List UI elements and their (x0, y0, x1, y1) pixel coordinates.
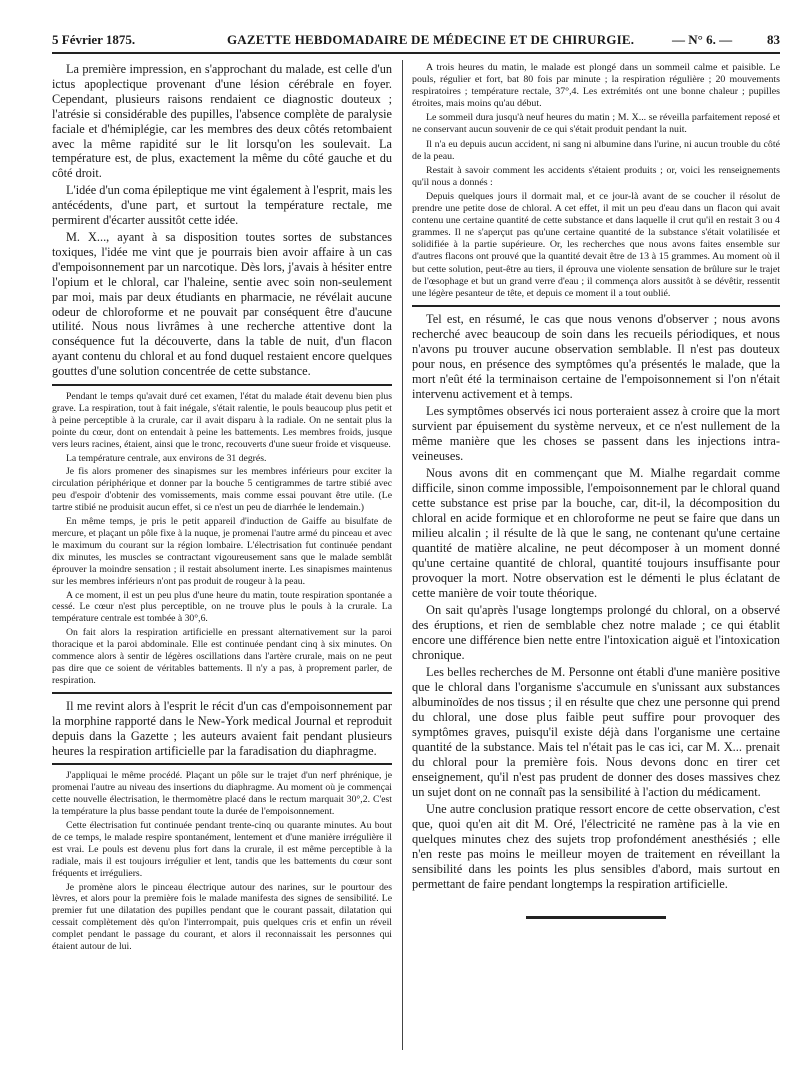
paragraph: Les symptômes observés ici nous porteraient assez à croire que la mort survient par épuisement du système nerveux, et ce n'est nullement de la même manière que les choses se passent dans les injections intra-veineuses. (412, 403, 780, 463)
paragraph: Une autre conclusion pratique ressort encore de cette observation, c'est que, quoi qu'en ait dit M. Oré, l'électricité ne ramène pas à la vie en quelques minutes chez des sujets trop profondément anesthésiés ; elle n'en reste pas moins le meilleur moyen de traitement en réveillant la sensibilité dans les points les plus sensibles d'abord, mais surtout en permettant de faire pendant longtemps la respiration artificielle. (412, 801, 780, 891)
left-column (52, 62, 392, 1072)
page-number: 83 (767, 32, 780, 47)
paragraph: Je promène alors le pinceau électrique autour des narines, sur le pourtour des lèvres, et alors pour la première fois le malade manifesta des signes de sensibilité. Le premier fut une dilatation des pupilles pendant que le courant passait, dilatation qui cessait complètement dès qu'on l'interrompait, puis quelques cris et enfin un réveil complet pendant le passage du courant, et alors il reconnaissait les personnes qui étaient autour de lui. (52, 881, 392, 953)
paragraph: Depuis quelques jours il dormait mal, et ce jour-là avant de se coucher il résolut de prendre une petite dose de chloral. A cet effet, il mit un peu d'eau dans un flacon qui avait contenu une certaine quantité de cette substance et dans laquelle il crut qu'il en restait 3 ou 4 grammes. Il ne s'aperçut pas qu'une certaine quantité de la substance s'était volatilisée et solidifiée à la partie supérieure. Or, les recherches que nous avons faites ensemble sur d'autres flacons ont prouvé que la quantité devait être de 13 à 15 grammes. Au moment où il but cette solution, peut-être au tiers, il éprouva une violente sensation de brûlure sur le trajet de l'œsophage et but un grand verre d'eau ; il commença alors aussitôt à se dévêtir, ressentit une légère pesanteur de tête, et depuis ce moment il a tout oublié. (412, 190, 780, 299)
column-separator (402, 60, 403, 1050)
right-column (412, 62, 780, 1042)
header-date: 5 Février 1875. (52, 32, 136, 47)
paragraph: La première impression, en s'approchant du malade, est celle d'un ictus apoplectique provenant d'une lésion cérébrale en foyer. Cependant, plusieurs raisons rendaient ce diagnostic douteux ; l'atrésie si considérable des pupilles, l'absence complète de paralysie faciale et d'hémiplégie, car les membres des deux côtés retombaient avec la même rapidité sur le lit lorsqu'on les soulevait. La température est, de plus, exactement la même du côté gauche et du côté droit. (52, 62, 392, 181)
header-rule (52, 52, 780, 54)
paragraph: A ce moment, il est un peu plus d'une heure du matin, toute respiration spontanée a cessé. Le cœur n'est plus perceptible, on ne trouve plus le pouls à la crurale. La température centrale est tombée à 30°,6. (52, 589, 392, 625)
paragraph: En même temps, je pris le petit appareil d'induction de Gaiffe au bisulfate de mercure, et plaçant un pôle fixe à la nuque, je promenai l'autre armé du pinceau et avec le maximum du courant sur la région lombaire. L'électrisation fut continuée pendant dix minutes, les muscles se contractant vigoureusement sans que le malade semblât éprouver la moindre sensation ; il restait absolument inerte. Les sinapismes maintenus sur les membres inférieurs n'ont pas produit de rougeur à la peau. (52, 516, 392, 587)
paragraph: Tel est, en résumé, le cas que nous venons d'observer ; nous avons recherché avec beaucoup de soin dans les recueils périodiques, et nous n'avons pu trouver aucune observation semblable. Il n'est pas douteux pour nous, en présence des symptômes qu'a présentés le malade, que la mort n'eût été la terminaison certaine de l'empoisonnement si l'on n'était intervenu activement et à temps. (412, 311, 780, 401)
page-header (52, 30, 780, 50)
paragraph: L'idée d'un coma épileptique me vint également à l'esprit, mais les antécédents, d'une part, et surtout la température rectale, me permirent d'écarter aussitôt cette idée. (52, 183, 392, 228)
paragraph: Pendant le temps qu'avait duré cet examen, l'état du malade était devenu bien plus grave. La respiration, tout à fait inégale, s'était ralentie, le pouls beaucoup plus petit et à peine perceptible à la crurale, car il avait disparu à la radiale. On ne sentait plus la pointe du cœur, dont on entendait à peine les battements. Les membres froids, jusque vers leurs racines, étaient, ainsi que le tronc, recouverts d'une sueur froide et visqueuse. (52, 391, 392, 450)
paragraph: Je fis alors promener des sinapismes sur les membres inférieurs pour exciter la circulation périphérique et donner par la bouche 5 centigrammes de tartre stibié avec peu d'espoir d'obtenir des vomissements, mais comme essai pouvant être utile. (Le tartre stibié ne produisit aucun effet, si ce n'est un peu de diarrhée le lendemain.) (52, 466, 392, 514)
paragraph: Nous avons dit en commençant que M. Mialhe regardait comme difficile, sinon comme impossible, l'empoisonnement par le chloral quand cette substance est prise par la bouche, car, dit-il, la décomposition du chloral en acide formique et en chloroforme ne peut se faire que dans un milieu alcalin ; il résulte de là que le sang, ne contenant qu'une certaine quantité de matière alcaline, ne peut décomposer à un moment donné qu'une certaine quantité de chloral, quantité toujours insuffisante pour provoquer la mort. Notre observation est le démenti le plus éclatant de cette manière de voir toute théorique. (412, 465, 780, 600)
paragraph: On fait alors la respiration artificielle en pressant alternativement sur la paroi thoracique et la paroi abdominale. Elle est continuée pendant cinq à six minutes. On commence alors à sentir de légères oscillations dans l'artère crurale, mais on ne peut pas dire que ce soient de véritables battements. Il n'y a pas, à proprement parler, de respiration. (52, 627, 392, 686)
paragraph: La température centrale, aux environs de 31 degrés. (66, 452, 267, 464)
paragraph: Restait à savoir comment les accidents s'étaient produits ; or, voici les renseignements qu'il nous a donnés : (412, 164, 780, 188)
paragraph: Cette électrisation fut continuée pendant trente-cinq ou quarante minutes. Au bout de ce temps, le malade respire spontanément, lentement et d'une manière irrégulière il est vrai. Le pouls est devenu plus fort dans la crurale, il est même perceptible à la radiale, mais il est toujours irrégulier et lent, tandis que les battements du cœur sont fréquents et irréguliers. (52, 820, 392, 879)
paragraph: M. X..., ayant à sa disposition toutes sortes de substances toxiques, l'idée me vint que je pourrais bien avoir affaire à un cas d'empoisonnement par un narcotique. Dès lors, j'avais à hésiter entre l'opium et le chloral, car l'haleine, sentie avec soin non-seulement par moi, mais par deux étudiants en pharmacie, ne révélait aucune odeur de chloroforme et ne pouvait par conséquent être d'aucune utilité. Nous nous livrâmes à une recherche attentive dont la conséquence fut la découverte, dans la table de nuit, d'un flacon ayant contenu du chloral et au fond duquel restaient encore quelques gouttes d'une solution concentrée de cette substance. (52, 229, 392, 379)
paragraph: Les belles recherches de M. Personne ont établi d'une manière positive que le chloral dans l'organisme s'accumule en s'unissant aux substances albuminoïdes de nos tissus ; il en résulte que chez une personne qui prend du chloral, une dose plus faible peut suffire pour provoquer des symptômes graves, puisqu'il existe déjà dans l'organisme une certaine quantité de la substance. Mais tel n'était pas le cas ici, car M. X... prenait du chloral pour la première fois. Nous devons donc en tirer cet enseignement, qu'il n'est pas prudent de donner des doses massives chez un sujet dont on ne connaît pas la sensibilité à l'action du médicament. (412, 664, 780, 799)
paragraph: A trois heures du matin, le malade est plongé dans un sommeil calme et paisible. Le pouls, régulier et fort, bat 80 fois par minute ; la respiration régulière ; 20 mouvements respiratoires ; température rectale, 37°,4. Les extrémités ont une bonne chaleur ; pupilles étroites, mais moins qu'au début. (412, 62, 780, 110)
section-rule (52, 692, 392, 694)
paragraph: On sait qu'après l'usage longtemps prolongé du chloral, on a observé des éruptions, et rien de semblable chez notre malade ; ce qui établit encore une différence bien nette entre l'intoxication aiguë et l'intoxication chronique. (412, 602, 780, 662)
journal-title: GAZETTE HEBDOMADAIRE DE MÉDECINE ET DE CHIRURGIE. (227, 32, 635, 47)
section-rule (52, 763, 392, 765)
issue-number: — N° 6. — (672, 32, 733, 47)
end-rule (526, 916, 666, 919)
section-rule (52, 384, 392, 386)
paragraph: Il me revint alors à l'esprit le récit d'un cas d'empoisonnement par la morphine rapporté dans le New-York medical Journal et reproduit depuis dans la Gazette ; les auteurs avaient fait pendant plusieurs heures la respiration artificielle par la faradisation du diaphragme. (52, 698, 392, 758)
paragraph: Le sommeil dura jusqu'à neuf heures du matin ; M. X... se réveilla parfaitement reposé et ne conservant aucun souvenir de ce qui s'était produit pendant la nuit. (412, 112, 780, 136)
paragraph: Il n'a eu depuis aucun accident, ni sang ni albumine dans l'urine, ni aucun trouble du côté de la peau. (412, 138, 780, 162)
paragraph: J'appliquai le même procédé. Plaçant un pôle sur le trajet d'un nerf phrénique, je promenai l'autre au niveau des insertions du diaphragme. Au moment où je commençai cette nouvelle électrisation, le thermomètre placé dans le rectum marquait 30°,2. C'est la température la plus basse pendant toute la durée de l'empoisonnement. (52, 770, 392, 818)
section-rule (412, 305, 780, 307)
